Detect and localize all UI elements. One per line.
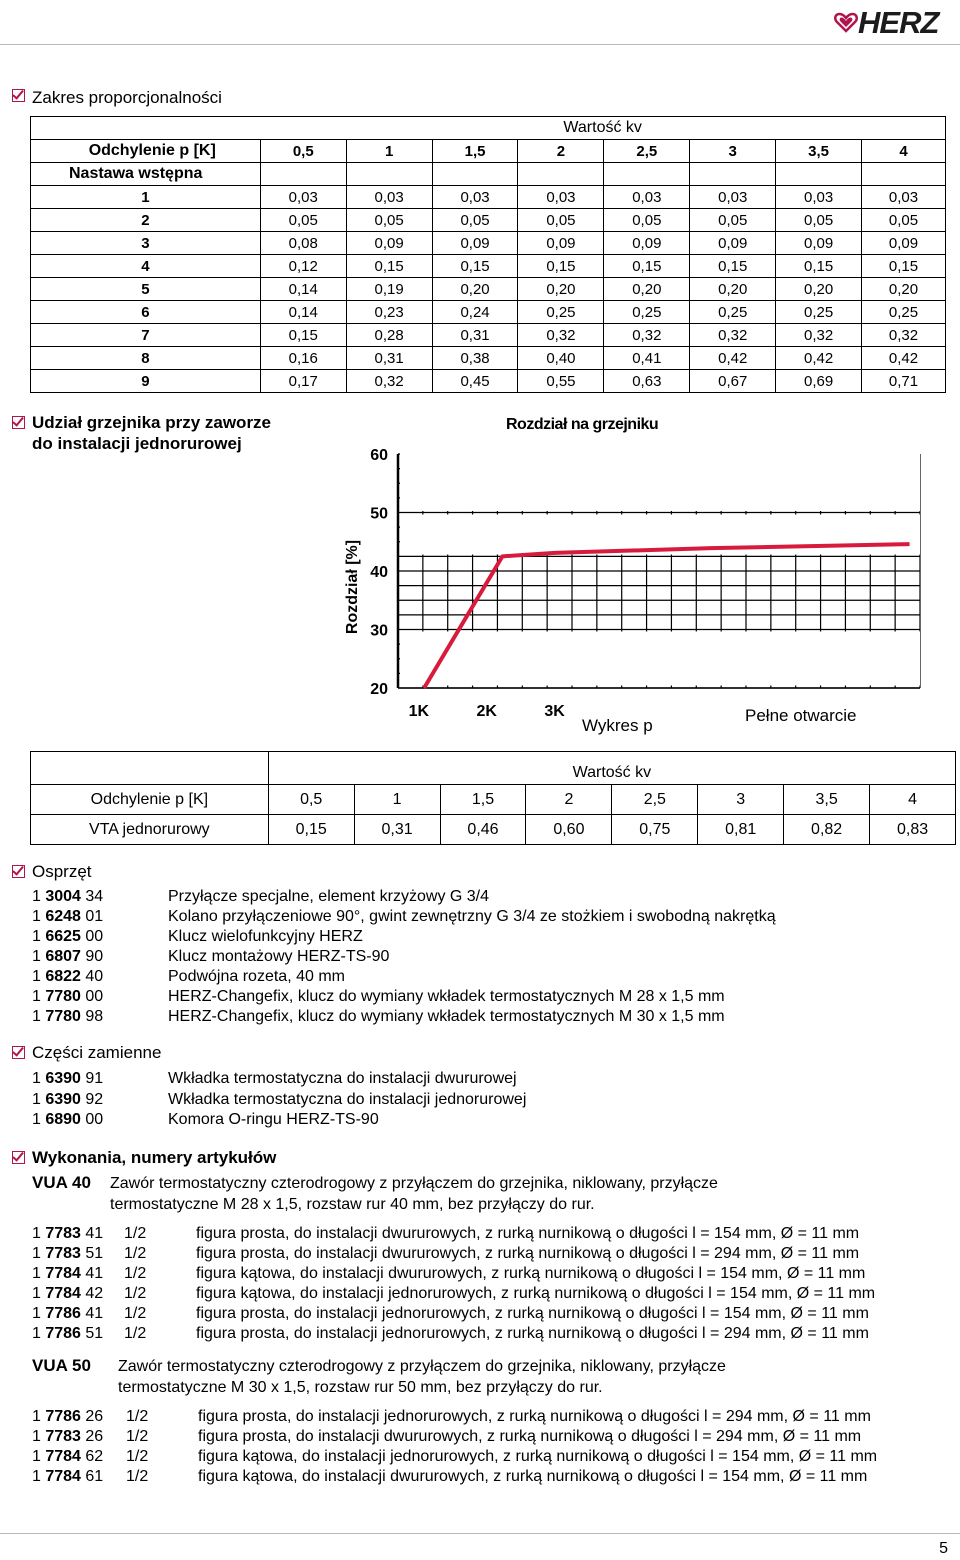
article-code [32, 1468, 103, 1485]
table-cell: 0,20 [432, 278, 518, 301]
code-main: 7780 [45, 1008, 81, 1025]
deviation-header: Odchylenie p [K] [31, 785, 269, 815]
row-label: VTA jednorurowy [31, 815, 269, 845]
table-row [31, 301, 946, 324]
item-description: figura kątowa, do instalacji dwururowych, z rurką nurnikową o długości l = 154 mm, Ø = 11 mm [196, 1265, 866, 1282]
code-prefix: 1 [32, 1008, 46, 1025]
table-cell: 0,09 [518, 232, 604, 255]
checkbox-icon [12, 416, 25, 429]
table-cell: 0,15 [346, 255, 432, 278]
table-row [31, 209, 946, 232]
proportionality-table [30, 116, 946, 393]
row-label: 3 [31, 232, 261, 255]
column-header: 0,5 [260, 140, 346, 163]
table-cell: 0,32 [862, 324, 946, 347]
table-cell: 0,03 [776, 186, 862, 209]
table-cell: 0,42 [690, 347, 776, 370]
item-description: figura prosta, do instalacji jednorurowych, z rurką nurnikową o długości l = 294 mm, Ø = 11 mm [198, 1408, 871, 1425]
code-prefix: 1 [32, 1285, 46, 1302]
code-main: 7786 [45, 1325, 81, 1342]
table-cell: 0,14 [260, 278, 346, 301]
item-description: figura kątowa, do instalacji jednorurowych, z rurką nurnikową o długości l = 154 mm, Ø = 11 mm [196, 1285, 876, 1302]
table-row [31, 186, 946, 209]
code-main: 7783 [45, 1245, 81, 1262]
table-cell: 0,15 [432, 255, 518, 278]
column-header: 2,5 [612, 785, 698, 815]
code-suffix: 00 [80, 988, 104, 1005]
code-prefix: 1 [32, 1111, 46, 1128]
table-cell: 0,05 [432, 209, 518, 232]
table-cell: 0,24 [432, 301, 518, 324]
article-code [32, 1448, 103, 1465]
code-main: 7786 [45, 1305, 81, 1322]
table-row [31, 347, 946, 370]
column-header: 4 [862, 140, 946, 163]
table-cell: 0,15 [776, 255, 862, 278]
column-header: 3 [698, 785, 784, 815]
table-cell: 0,41 [604, 347, 690, 370]
article-code [32, 1245, 103, 1262]
list-item [32, 948, 390, 966]
code-prefix: 1 [32, 1245, 46, 1262]
code-suffix: 00 [80, 928, 104, 945]
size-label: 1/2 [124, 1305, 147, 1322]
model-code: VUA 40 [32, 1173, 91, 1192]
item-description: figura prosta, do instalacji jednorurowych, z rurką nurnikową o długości l = 294 mm, Ø = 11 mm [196, 1325, 869, 1342]
code-suffix: 41 [80, 1225, 104, 1242]
table-cell: 0,03 [432, 186, 518, 209]
code-main: 7786 [45, 1408, 81, 1425]
column-header: 1,5 [432, 140, 518, 163]
code-main: 7783 [45, 1225, 81, 1242]
table-cell: 0,75 [612, 815, 698, 845]
table-cell: 0,67 [690, 370, 776, 393]
table-cell: 0,14 [260, 301, 346, 324]
kv-header: Wartość kv [260, 117, 945, 140]
article-code [32, 988, 103, 1005]
row-label: 4 [31, 255, 261, 278]
code-suffix: 92 [80, 1090, 104, 1108]
table-cell: 0,05 [862, 209, 946, 232]
model-code: VUA 50 [32, 1356, 91, 1375]
table-cell: 0,05 [690, 209, 776, 232]
row-label: 1 [31, 186, 261, 209]
code-suffix: 42 [80, 1285, 104, 1302]
size-label: 1/2 [124, 1265, 147, 1282]
size-label: 1/2 [124, 1225, 147, 1242]
table-cell: 0,55 [518, 370, 604, 393]
table-cell: 0,05 [604, 209, 690, 232]
code-prefix: 1 [32, 1225, 46, 1242]
deviation-header: Odchylenie p [K] [31, 140, 261, 163]
brand-name: HERZ [858, 5, 939, 40]
code-suffix: 41 [80, 1305, 104, 1322]
description-line: Zawór termostatyczny czterodrogowy z przyłączem do grzejnika, niklowany, przyłącze [110, 1175, 718, 1192]
table-cell: 0,05 [518, 209, 604, 232]
x-tick-label: 1K [408, 703, 430, 720]
table-row [31, 278, 946, 301]
table-cell: 0,03 [346, 186, 432, 209]
table-cell: 0,81 [698, 815, 784, 845]
table-cell: 0,05 [346, 209, 432, 232]
article-code [32, 1111, 103, 1128]
code-prefix: 1 [32, 1070, 46, 1087]
y-tick-label: 30 [370, 622, 388, 640]
y-axis-label: Rozdział [%] [344, 539, 361, 635]
item-description: Komora O-ringu HERZ-TS-90 [168, 1111, 379, 1128]
table-cell: 0,32 [346, 370, 432, 393]
code-suffix: 26 [80, 1428, 104, 1445]
article-code [32, 1305, 103, 1322]
table-cell: 0,03 [518, 186, 604, 209]
table-cell: 0,25 [690, 301, 776, 324]
vta-kv-table [30, 751, 956, 845]
column-header: 2 [526, 785, 612, 815]
table-cell: 0,60 [526, 815, 612, 845]
heart-icon [834, 10, 858, 34]
code-prefix: 1 [32, 1305, 46, 1322]
table-cell: 0,15 [604, 255, 690, 278]
section-title [32, 412, 271, 454]
column-header: 2,5 [604, 140, 690, 163]
article-code [32, 928, 103, 945]
code-suffix: 90 [80, 948, 104, 965]
item-description: figura prosta, do instalacji dwururowych, z rurką nurnikową o długości l = 294 mm, Ø = 11 mm [198, 1428, 862, 1445]
code-suffix: 61 [80, 1468, 104, 1485]
size-label: 1/2 [126, 1448, 149, 1465]
table-cell: 0,69 [776, 370, 862, 393]
size-label: 1/2 [126, 1428, 149, 1445]
item-description: HERZ-Changefix, klucz do wymiany wkładek termostatycznych M 28 x 1,5 mm [168, 988, 725, 1005]
section-title-line: do instalacji jednorurowej [32, 434, 242, 453]
article-code [32, 1265, 103, 1282]
row-label: 9 [31, 370, 261, 393]
table-cell: 0,12 [260, 255, 346, 278]
item-description: figura prosta, do instalacji dwururowych, z rurką nurnikową o długości l = 294 mm, Ø = 11 mm [196, 1245, 860, 1262]
code-prefix: 1 [32, 1468, 46, 1485]
table-cell: 0,15 [862, 255, 946, 278]
size-label: 1/2 [126, 1408, 149, 1425]
code-suffix: 51 [80, 1325, 104, 1342]
column-header: 3 [690, 140, 776, 163]
table-cell: 0,20 [862, 278, 946, 301]
chart-annotation: Pełne otwarcie [745, 706, 857, 725]
code-prefix: 1 [32, 1090, 46, 1108]
y-axis-label-wrap [340, 536, 366, 646]
code-suffix: 62 [80, 1448, 104, 1465]
article-code [32, 908, 103, 925]
code-prefix: 1 [32, 1325, 46, 1342]
table-cell: 0,25 [604, 301, 690, 324]
section-title: Wykonania, numery artykułów [32, 1148, 277, 1167]
item-description: figura kątowa, do instalacji jednorurowych, z rurką nurnikową o długości l = 154 mm, Ø = 11 mm [198, 1448, 878, 1465]
table-cell: 0,03 [862, 186, 946, 209]
table-row [31, 370, 946, 393]
table-cell: 0,83 [870, 815, 956, 845]
code-suffix: 26 [80, 1408, 104, 1425]
table-cell: 0,63 [604, 370, 690, 393]
code-prefix: 1 [32, 968, 46, 985]
code-main: 6625 [45, 928, 81, 945]
table-cell: 0,31 [346, 347, 432, 370]
article-code [32, 948, 103, 965]
article-code [32, 1225, 103, 1242]
checkbox-icon [12, 865, 25, 878]
checkbox-icon [12, 89, 25, 102]
list-item [32, 1008, 725, 1026]
code-prefix: 1 [32, 1428, 46, 1445]
row-label: 6 [31, 301, 261, 324]
article-code [32, 1325, 103, 1342]
table-cell: 0,20 [776, 278, 862, 301]
code-suffix: 34 [80, 888, 104, 905]
list-item [32, 988, 725, 1006]
header-divider [0, 44, 960, 45]
table-cell: 0,42 [862, 347, 946, 370]
item-description: Klucz wielofunkcyjny HERZ [168, 928, 363, 945]
article-code [32, 888, 103, 905]
table-cell: 0,32 [604, 324, 690, 347]
item-description: Klucz montażowy HERZ-TS-90 [168, 948, 390, 965]
item-description: figura prosta, do instalacji dwururowych, z rurką nurnikową o długości l = 154 mm, Ø = 11 mm [196, 1225, 860, 1242]
article-code [32, 1428, 103, 1445]
distribution-chart [330, 436, 930, 736]
code-main: 6390 [45, 1070, 81, 1087]
column-header: 0,5 [268, 785, 354, 815]
table-cell: 0,05 [776, 209, 862, 232]
code-main: 7784 [45, 1265, 81, 1282]
article-code [32, 1408, 103, 1425]
code-suffix: 41 [80, 1265, 104, 1282]
list-item [32, 1070, 517, 1088]
chart-title: Rozdział na grzejniku [506, 416, 659, 433]
table-cell: 0,09 [604, 232, 690, 255]
table-cell: 0,32 [518, 324, 604, 347]
list-item [32, 1428, 862, 1446]
section-title: Osprzęt [32, 862, 92, 881]
table-cell: 0,09 [346, 232, 432, 255]
x-tick-label: 2K [476, 703, 497, 720]
column-header: 1 [354, 785, 440, 815]
code-main: 7784 [45, 1448, 81, 1465]
table-cell: 0,42 [776, 347, 862, 370]
table-cell: 0,20 [604, 278, 690, 301]
table-cell: 0,20 [690, 278, 776, 301]
table-cell: 0,05 [260, 209, 346, 232]
size-label: 1/2 [126, 1468, 149, 1485]
table-cell: 0,09 [690, 232, 776, 255]
item-description: Wkładka termostatyczna do instalacji jednorurowej [168, 1090, 527, 1108]
x-tick-label: 3K [544, 703, 565, 720]
code-main: 6890 [45, 1111, 81, 1128]
table-cell: 0,03 [604, 186, 690, 209]
section-title-line: Udział grzejnika przy zaworze [32, 413, 272, 432]
code-suffix: 00 [80, 1111, 104, 1128]
table-cell: 0,03 [260, 186, 346, 209]
code-suffix: 98 [80, 1008, 104, 1025]
table-cell: 0,19 [346, 278, 432, 301]
code-main: 6248 [45, 908, 81, 925]
y-tick-label: 20 [370, 681, 388, 698]
section-title: Części zamienne [32, 1043, 162, 1062]
code-suffix: 01 [80, 908, 104, 925]
size-label: 1/2 [124, 1245, 147, 1262]
code-suffix: 91 [80, 1070, 104, 1087]
table-cell: 0,31 [354, 815, 440, 845]
code-main: 6390 [45, 1090, 81, 1108]
table-cell: 0,25 [862, 301, 946, 324]
item-description: HERZ-Changefix, klucz do wymiany wkładek termostatycznych M 30 x 1,5 mm [168, 1008, 725, 1025]
size-label: 1/2 [124, 1285, 147, 1302]
list-item [32, 1325, 869, 1343]
table-cell: 0,08 [260, 232, 346, 255]
column-header: 3,5 [776, 140, 862, 163]
code-prefix: 1 [32, 1448, 46, 1465]
table-cell: 0,28 [346, 324, 432, 347]
code-suffix: 51 [80, 1245, 104, 1262]
size-label: 1/2 [124, 1325, 147, 1342]
table-cell: 0,09 [776, 232, 862, 255]
table-cell: 0,45 [432, 370, 518, 393]
table-cell: 0,46 [440, 815, 526, 845]
table-cell: 0,15 [260, 324, 346, 347]
table-cell: 0,25 [776, 301, 862, 324]
table-cell: 0,25 [518, 301, 604, 324]
list-item [32, 1305, 869, 1323]
code-main: 7784 [45, 1285, 81, 1302]
item-description: figura kątowa, do instalacji dwururowych, z rurką nurnikową o długości l = 154 mm, Ø = 11 mm [198, 1468, 868, 1485]
description-line: termostatyczne M 28 x 1,5, rozstaw rur 40 mm, bez przyłączy do rur. [110, 1196, 595, 1213]
table-cell: 0,15 [268, 815, 354, 845]
list-item [32, 1468, 868, 1486]
table-cell: 0,40 [518, 347, 604, 370]
model-description [118, 1356, 726, 1398]
table-row [31, 255, 946, 278]
column-header: 3,5 [784, 785, 870, 815]
item-description: figura prosta, do instalacji jednorurowych, z rurką nurnikową o długości l = 154 mm, Ø = 11 mm [196, 1305, 869, 1322]
table-cell: 0,38 [432, 347, 518, 370]
row-label: 7 [31, 324, 261, 347]
list-item [32, 1265, 866, 1283]
table-cell: 0,15 [518, 255, 604, 278]
table-cell: 0,15 [690, 255, 776, 278]
table-cell: 0,32 [690, 324, 776, 347]
y-tick-label: 60 [370, 447, 388, 464]
list-item [32, 888, 490, 906]
code-prefix: 1 [32, 908, 46, 925]
row-label: 8 [31, 347, 261, 370]
table-cell: 0,16 [260, 347, 346, 370]
code-main: 3004 [45, 888, 81, 905]
table-cell: 0,09 [432, 232, 518, 255]
code-prefix: 1 [32, 928, 46, 945]
item-description: Podwójna rozeta, 40 mm [168, 968, 345, 985]
list-item [32, 908, 776, 926]
x-axis-label: Wykres p [582, 716, 653, 735]
table-cell: 0,71 [862, 370, 946, 393]
code-main: 7780 [45, 988, 81, 1005]
column-header: 1 [346, 140, 432, 163]
table-cell: 0,82 [784, 815, 870, 845]
y-tick-label: 50 [370, 505, 388, 523]
herz-logo [834, 6, 950, 38]
list-item [32, 1285, 876, 1303]
row-label: 5 [31, 278, 261, 301]
list-item [32, 1245, 860, 1263]
table-row [31, 324, 946, 347]
item-description: Kolano przyłączeniowe 90°, gwint zewnętrzny G 3/4 ze stożkiem i swobodną nakrętką [168, 908, 776, 925]
model-description [110, 1173, 718, 1215]
table-cell: 0,32 [776, 324, 862, 347]
article-code [32, 1285, 103, 1302]
code-main: 6807 [45, 948, 81, 965]
table-cell: 0,17 [260, 370, 346, 393]
footer-divider [0, 1533, 960, 1534]
description-line: Zawór termostatyczny czterodrogowy z przyłączem do grzejnika, niklowany, przyłącze [118, 1358, 726, 1375]
code-main: 7783 [45, 1428, 81, 1445]
section-title: Zakres proporcjonalności [32, 88, 222, 107]
list-item [32, 1225, 860, 1243]
code-prefix: 1 [32, 888, 46, 905]
list-item [32, 928, 363, 946]
code-prefix: 1 [32, 988, 46, 1005]
table-row [31, 232, 946, 255]
code-prefix: 1 [32, 948, 46, 965]
page-number: 5 [939, 1540, 948, 1557]
article-code [32, 1091, 103, 1108]
list-item [32, 1448, 878, 1466]
article-code [32, 1070, 103, 1087]
description-line: termostatyczne M 30 x 1,5, rozstaw rur 50 mm, bez przyłączy do rur. [118, 1379, 603, 1396]
item-description: Przyłącze specjalne, element krzyżowy G 3/4 [168, 888, 490, 905]
grid-mask [400, 453, 920, 511]
code-main: 6822 [45, 968, 81, 985]
table-cell: 0,23 [346, 301, 432, 324]
table-cell: 0,03 [690, 186, 776, 209]
code-prefix: 1 [32, 1265, 46, 1282]
kv-header: Wartość kv [268, 752, 955, 785]
code-main: 7784 [45, 1468, 81, 1485]
column-header: 2 [518, 140, 604, 163]
table-cell: 0,31 [432, 324, 518, 347]
preset-header: Nastawa wstępna [31, 163, 261, 186]
grid-mask [400, 632, 920, 686]
checkbox-icon [12, 1151, 25, 1164]
code-suffix: 40 [80, 968, 104, 985]
list-item [32, 968, 345, 986]
article-code [32, 1008, 103, 1025]
code-prefix: 1 [32, 1408, 46, 1425]
table-cell: 0,09 [862, 232, 946, 255]
row-label: 2 [31, 209, 261, 232]
article-code [32, 968, 103, 985]
item-description: Wkładka termostatyczna do instalacji dwururowej [168, 1070, 517, 1087]
checkbox-icon [12, 1046, 25, 1059]
y-tick-label: 40 [370, 564, 388, 581]
list-item [32, 1111, 379, 1129]
list-item [32, 1408, 871, 1426]
column-header: 4 [870, 785, 956, 815]
column-header: 1,5 [440, 785, 526, 815]
list-item [32, 1090, 527, 1109]
table-cell: 0,20 [518, 278, 604, 301]
